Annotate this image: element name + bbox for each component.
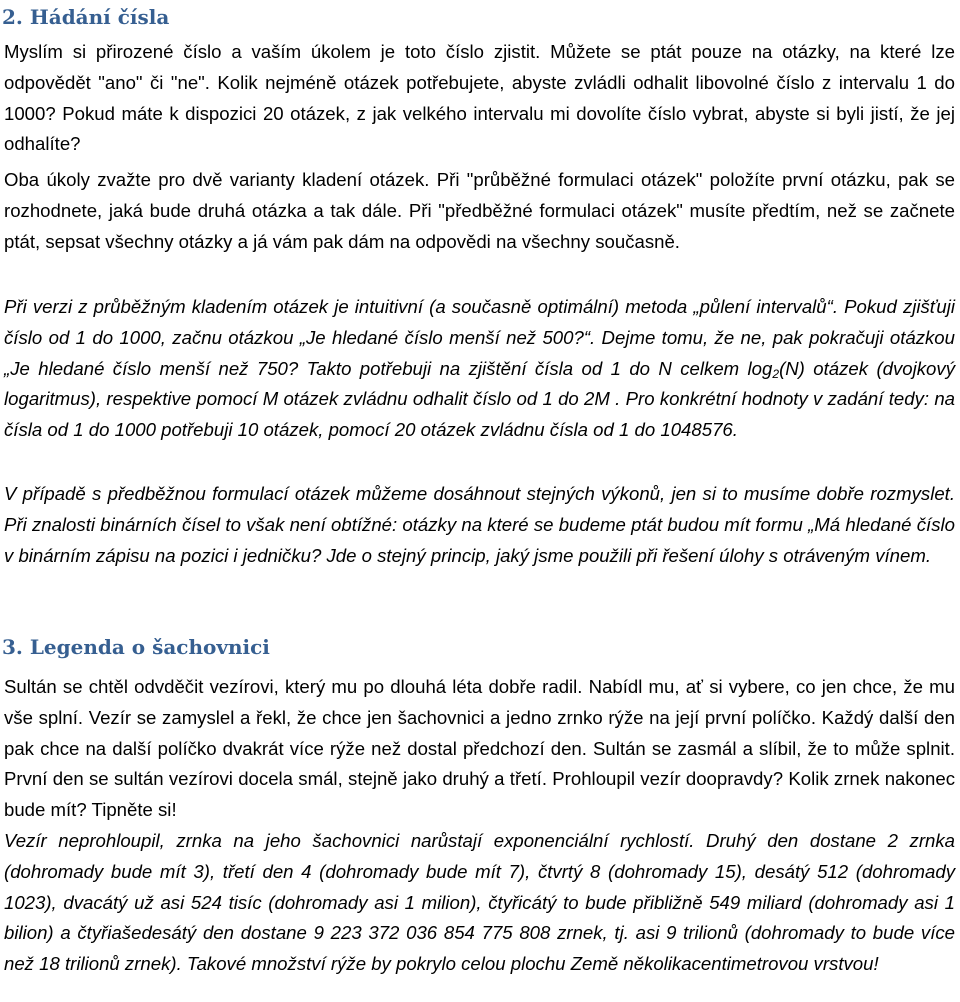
section-3-paragraph-1: Sultán se chtěl odvděčit vezírovi, který mu po dlouhá léta dobře radil. Nabídl mu, ať si vybere, co jen chce, že mu vše splní. Vezír se zamyslel a řekl, že chce jen šachovnici a jedno zrnko rýže na její první políčko. Každý další den pak chce na další políčko dvakrát více rýže než dostal předchozí den. Sultán se zasmál a slíbil, že to může splnit. První den se sultán vezírovi docela smál, stejně jako druhý a třetí. Prohloupil vezír doopravdy? Kolik zrnek nakonec bude mít? Tipněte si! [4,676,955,821]
section-2-paragraph-2: Oba úkoly zvažte pro dvě varianty kladení otázek. Při "průběžné formulaci otázek" položíte první otázku, pak se rozhodnete, jaká bude druhá otázka a tak dále. Při "předběžné formulaci otázek" musíte předtím, než se začnete ptát, sepsat všechny otázky a já vám pak dám na odpovědi na všechny současně. [4,169,955,252]
paragraph-3-text-after-subscript: (N) otázek (dvojkový logaritmus), respektive pomocí M otázek zvládnu odhalit číslo od 1 do 2M . Pro konkrétní hodnoty v zadání tedy: na čísla od 1 do 1000 potřebuji 10 otázek, pomocí 20 otázek zvládnu čísla od 1 do 1048576. [4,357,955,441]
section-2-paragraph-3 [4,292,955,446]
log-base-subscript: 2 [772,366,780,381]
paragraph-3-text-before-subscript: Při verzi z průběžným kladením otázek je intuitivní (a současně optimální) metoda „půlení intervalů“. Pokud zjišťuji číslo od 1 do 1000, začnu otázkou „Je hledané číslo menší než 500?“. Dejme tomu, že ne, pak pokračuji otázkou „Je hledané číslo menší než 750? Takto potřebuji na zjištění čísla od 1 do N celkem log [4,296,955,379]
section-2-heading: 2. Hádání čísla [2,5,170,29]
section-2-paragraph-1: Myslím si přirozené číslo a vaším úkolem je toto číslo zjistit. Můžete se ptát pouze na otázky, na které lze odpovědět "ano" či "ne". Kolik nejméně otázek potřebujete, abyste zvládli odhalit libovolné číslo z intervalu 1 do 1000? Pokud máte k dispozici 20 otázek, z jak velkého intervalu mi dovolíte číslo vybrat, abyste si byli jistí, že jej odhalíte? [4,41,955,155]
section-3-paragraph-2: Vezír neprohloupil, zrnka na jeho šachovnici narůstají exponenciální rychlostí. Druhý den dostane 2 zrnka (dohromady bude mít 3), třetí den 4 (dohromady bude mít 7), čtvrtý 8 (dohromady 15), desátý 512 (dohromady 1023), dvacátý už asi 524 tisíc (dohromady asi 1 milion), čtyřicátý to bude přibližně 549 miliard (dohromady asi 1 bilion) a čtyřiašedesátý den dostane 9 223 372 036 854 775 808 zrnek, tj. asi 9 trilionů (dohromady to bude více než 18 trilionů zrnek). Takové množství rýže by pokrylo celou plochu Země několikacentimetrovou vrstvou! [4,830,955,975]
section-3-heading: 3. Legenda o šachovnici [2,635,270,659]
section-2-paragraph-4: V případě s předběžnou formulací otázek můžeme dosáhnout stejných výkonů, jen si to musíme dobře rozmyslet. Při znalosti binárních čísel to však není obtížné: otázky na které se budeme ptát budou mít formu „Má hledané číslo v binárním zápisu na pozici i jedničku? Jde o stejný princip, jaký jsme použili při řešení úlohy s otráveným vínem. [4,483,955,566]
